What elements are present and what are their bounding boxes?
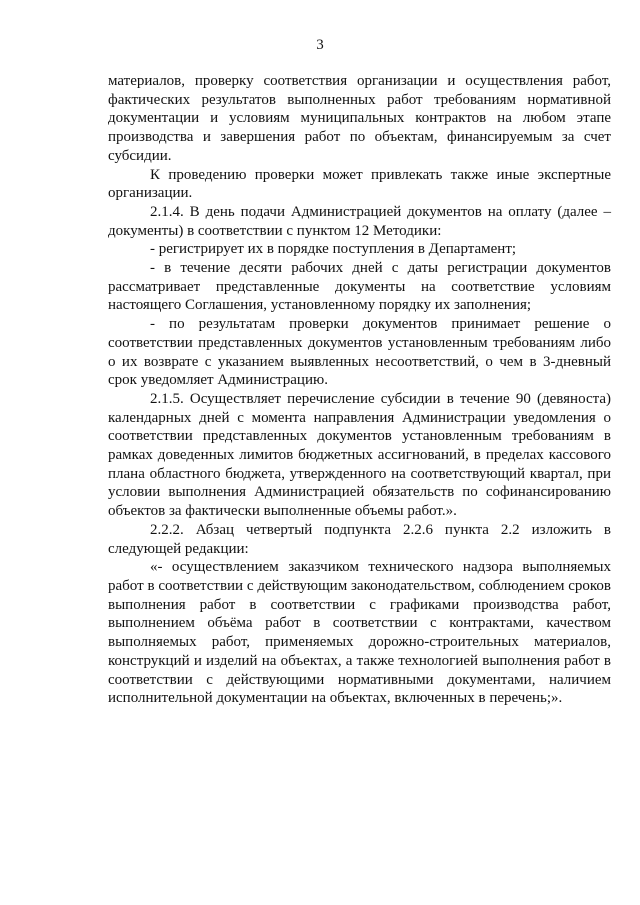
list-item-register: - регистрирует их в порядке поступления в Департамент; xyxy=(150,241,517,258)
page-number: 3 xyxy=(316,37,324,53)
paragraph-2-1-4: 2.1.4. В день подачи Администрацией документов на оплату (далее – документы) в соответствии с пунктом 12 Методики: xyxy=(108,203,611,239)
paragraph-2-1-5: 2.1.5. Осуществляет перечисление субсидии в течение 90 (девяноста) календарных дней с момента направления Администрации уведомления о соответствии представленных документов установленным требованиям в рамках доведенных лимитов бюджетных ассигнований, в пределах кассового плана областного бюджета, утвержденного на соответствующий квартал, при условии выполнения Администрацией обязательств по софинансированию объектов за фактически выполненные объемы работ.». xyxy=(108,390,611,520)
list-item-review: - в течение десяти рабочих дней с даты регистрации документов рассматривает представленные документы на соответствие условиям настоящего Соглашения, установленному порядку их заполнения; xyxy=(108,260,611,314)
paragraph-continuation: материалов, проверку соответствия организации и осуществления работ, фактических результатов выполненных работ требованиям нормативной документации и условиям муниципальных контрактов на любом этапе производства и завершения работ по объектам, финансируемым за счет субсидии. xyxy=(108,73,611,164)
document-body xyxy=(108,72,611,708)
paragraph-quoted-amendment: «- осуществлением заказчиком технического надзора выполняемых работ в соответствии с действующим законодательством, соблюдением сроков выполнения работ в соответствии с графиками производства работ, выполнением объёма работ в соответствии с контрактами, качеством выполняемых работ, применяемых дорожно-строительных материалов, конструкций и изделий на объектах, а также технологией выполнения работ в соответствии с действующими нормативными документами, наличием исполнительной документации на объектах, включенных в перечень;». xyxy=(108,559,611,707)
list-item-decision: - по результатам проверки документов принимает решение о соответствии представленных документов установленным требованиям либо о их возврате с указанием выявленных несоответствий, о чем в 3-дневный срок уведомляет Администрацию. xyxy=(108,316,611,389)
paragraph-2-2-2: 2.2.2. Абзац четвертый подпункта 2.2.6 пункта 2.2 изложить в следующей редакции: xyxy=(108,521,611,557)
paragraph-expert-organizations: К проведению проверки может привлекать также иные экспертные организации. xyxy=(108,166,611,202)
